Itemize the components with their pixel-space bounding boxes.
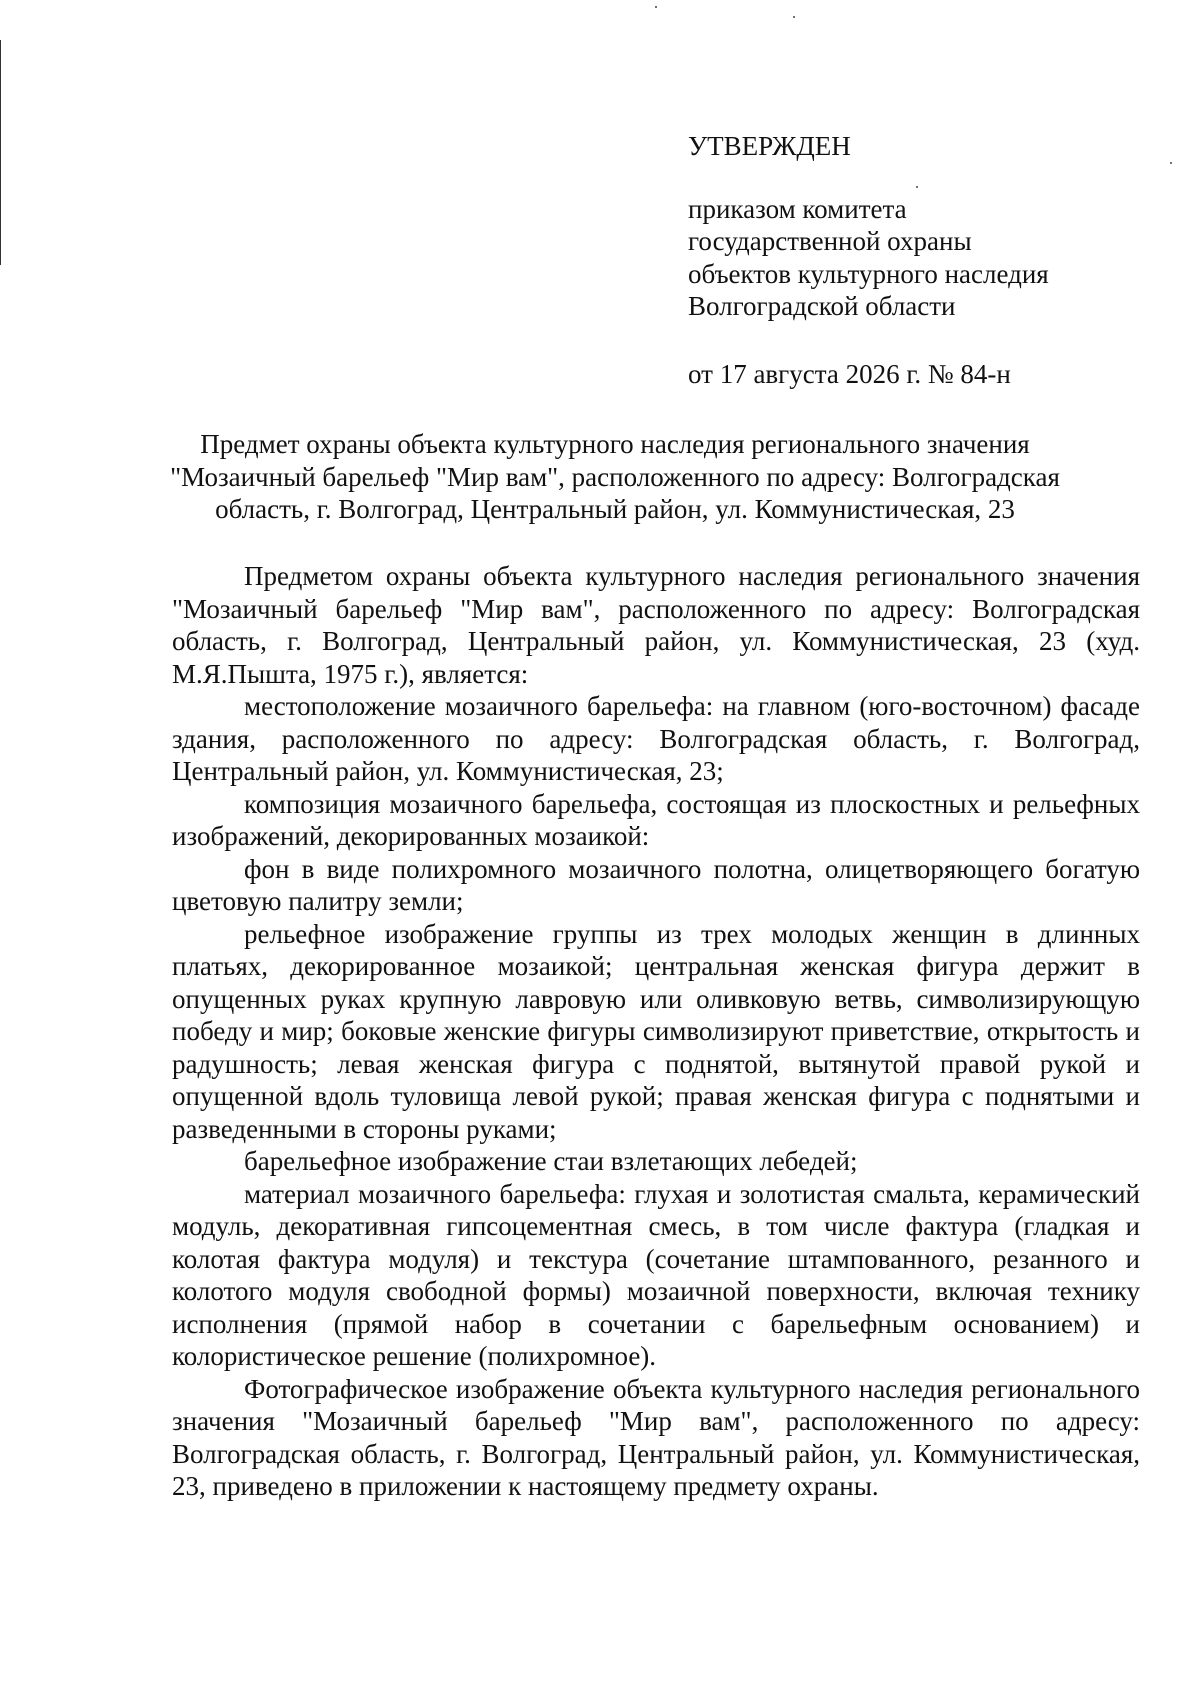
scan-speck [1170, 162, 1172, 164]
body-paragraph: композиция мозаичного барельефа, состоящая из плоскостных и рельефных изображений, декорированных мозаикой: [172, 788, 1140, 851]
scan-edge-line [0, 40, 1, 265]
order-date: от 17 августа 2026 г. № 84-н [688, 358, 1011, 389]
approval-line: государственной охраны [688, 226, 972, 256]
approval-block [688, 130, 1168, 390]
body-paragraph: материал мозаичного барельефа: глухая и золотистая смальта, керамический модуль, декоративная гипсоцементная смесь, в том числе фактура (гладкая и колотая фактура модуля) и текстура (сочетание штампованного, резанного и колотого модуля свободной формы) мозаичной поверхности, включая технику исполнения (прямой набор в сочетании с барельефным основанием) и колористическое решение (полихромное). [172, 1178, 1140, 1371]
body-paragraph: Предметом охраны объекта культурного наследия регионального значения "Мозаичный барельеф "Мир вам", расположенного по адресу: Волгоградская область, г. Волгоград, Центральный район, ул. Коммунистическая, 23 (худ. М.Я.Пышта, 1975 г.), является: [172, 561, 1140, 689]
body-paragraph: местоположение мозаичного барельефа: на главном (юго-восточном) фасаде здания, расположенного по адресу: Волгоградская область, г. Волгоград, Центральный район, ул. Коммунистическая, 23; [172, 691, 1140, 786]
document-body [172, 560, 1140, 1503]
body-paragraph: Фотографическое изображение объекта культурного наследия регионального значения "Мозаичный барельеф "Мир вам", расположенного по адресу: Волгоградская область, г. Волгоград, Центральный район, ул. Коммунистическая, 23, приведено в приложении к настоящему предмету охраны. [172, 1373, 1140, 1501]
approval-line: объектов культурного наследия [688, 258, 1049, 289]
title-line: "Мозаичный барельеф "Мир вам", расположенного по адресу: Волгоградская [170, 461, 1060, 492]
body-paragraph: рельефное изображение группы из трех молодых женщин в длинных платьях, декорированное мозаикой; центральная женская фигура держит в опущенных руках крупную лавровую или оливковую ветвь, символизирующую победу и мир; боковые женские фигуры символизируют приветствие, открытость и радушность; левая женская фигура с поднятой, вытянутой правой рукой и опущенной вдоль туловища левой рукой; правая женская фигура с поднятыми и разведенными в стороны руками; [172, 918, 1140, 1144]
scan-speck [655, 6, 657, 8]
scan-speck [793, 16, 795, 18]
approval-heading: УТВЕРЖДЕН [688, 131, 851, 161]
body-paragraph: барельефное изображение стаи взлетающих лебедей; [244, 1146, 858, 1176]
document-title [150, 428, 1080, 526]
title-line: Предмет охраны объекта культурного наследия регионального значения [200, 429, 1030, 459]
approval-line: приказом комитета [688, 193, 907, 224]
title-line: область, г. Волгоград, Центральный район, ул. Коммунистическая, 23 [215, 494, 1015, 524]
approval-line: Волгоградской области [688, 291, 956, 321]
approval-order-reference [688, 193, 1168, 323]
body-paragraph: фон в виде полихромного мозаичного полотна, олицетворяющего богатую цветовую палитру земли; [172, 853, 1140, 916]
